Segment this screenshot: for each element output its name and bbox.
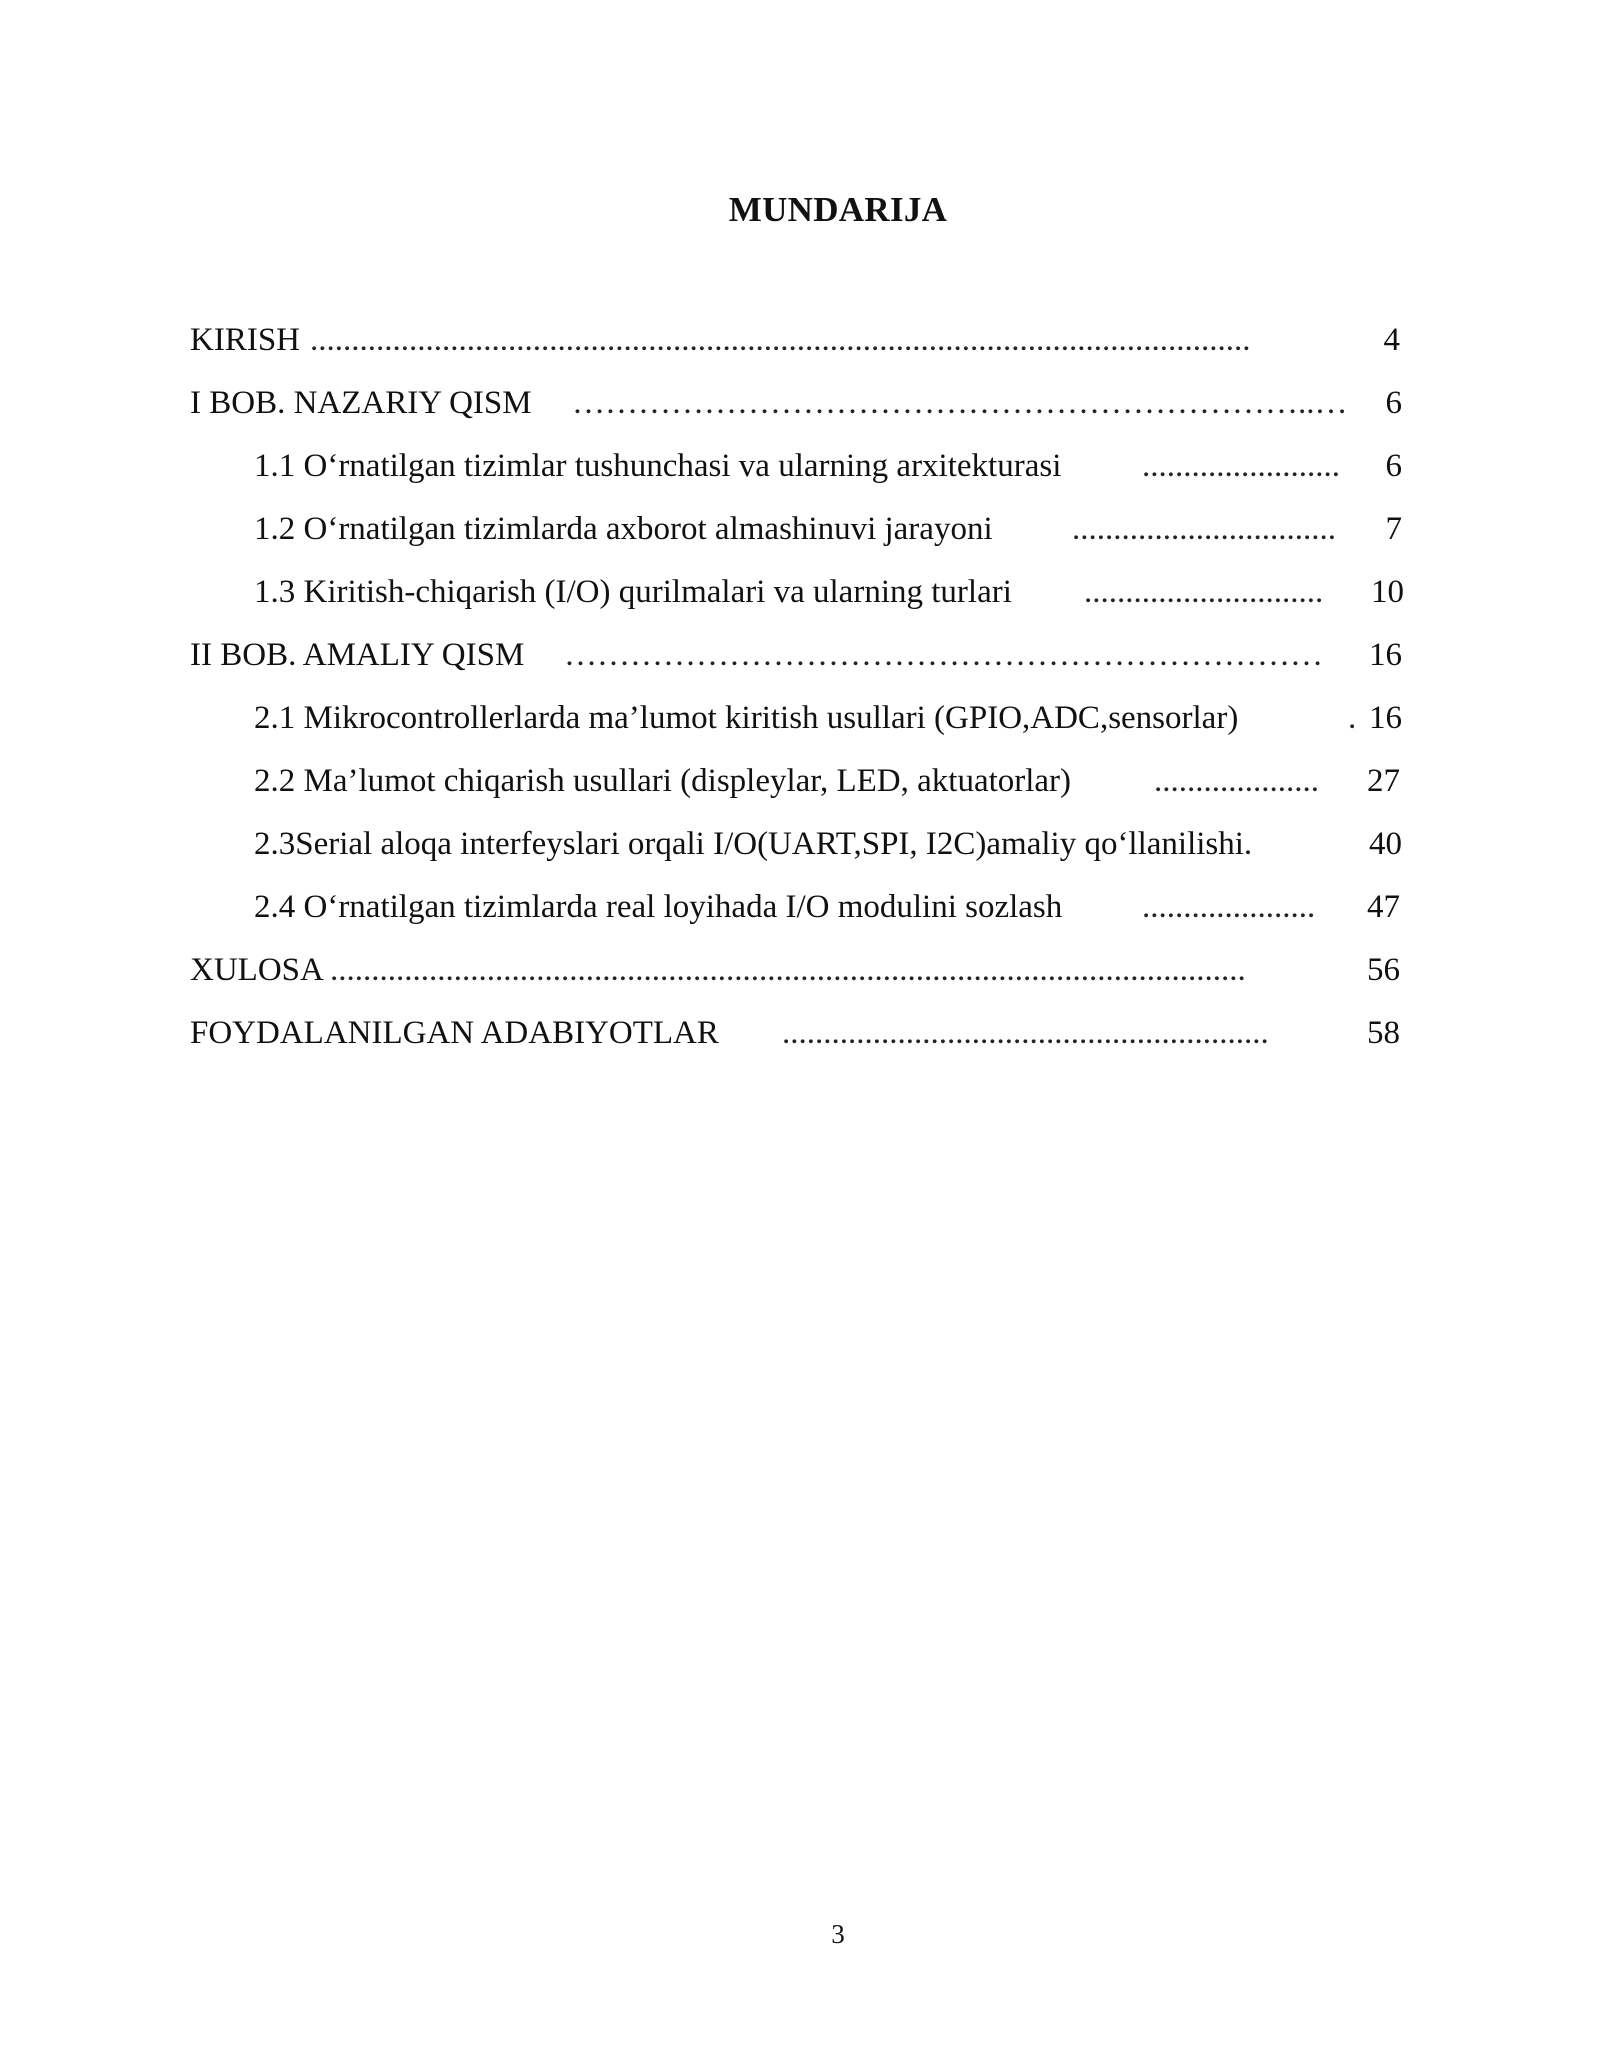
toc-entry-label: XULOSA — [190, 952, 324, 988]
toc-entry-page: 56 — [1367, 952, 1400, 988]
toc-entry-label: KIRISH — [190, 322, 301, 358]
toc-entry-leader: ............................. — [1084, 574, 1324, 610]
toc-entry-page: 6 — [1385, 385, 1402, 421]
toc-entry — [190, 1009, 1400, 1057]
toc-entry-leader: . — [1348, 700, 1357, 736]
toc-entry-leader: .................... — [1154, 763, 1319, 799]
toc-entry-page: 4 — [1383, 322, 1400, 358]
toc-entry — [254, 883, 1400, 931]
toc-entry-label: FOYDALANILGAN ADABIYOTLAR — [190, 1015, 719, 1051]
toc-entry-page: 16 — [1369, 700, 1402, 736]
toc-entry-label: II BOB. AMALIY QISM — [190, 637, 525, 673]
toc-entry — [254, 505, 1402, 553]
toc-entry-label: 1.1 O‘rnatilgan tizimlar tushunchasi va ularning arxitekturasi — [254, 448, 1062, 484]
toc-entry-leader: …………………………………………………………… — [564, 637, 1323, 673]
toc-entry-page: 58 — [1367, 1015, 1400, 1051]
toc-entry-leader: .................................................................................................................. — [310, 322, 1251, 358]
toc-entry — [254, 568, 1404, 616]
toc-entry-leader: ........................ — [1142, 448, 1340, 484]
toc-entry-leader: ..................... — [1142, 889, 1316, 925]
toc-entry-leader: ........................................................... — [782, 1015, 1269, 1051]
toc-entry — [190, 316, 1400, 364]
toc-entry-label: 2.3Serial aloqa interfeyslari orqali I/O(UART,SPI, I2C)amaliy qo‘llanilishi. — [254, 826, 1253, 862]
toc-entry-page: 47 — [1367, 889, 1400, 925]
toc-entry-page: 6 — [1385, 448, 1402, 484]
toc-entry-label: 1.3 Kiritish-chiqarish (I/O) qurilmalari va ularning turlari — [254, 574, 1012, 610]
toc-entry-label: 2.1 Mikrocontrollerlarda ma’lumot kiritish usullari (GPIO,ADC,sensorlar) — [254, 700, 1239, 736]
toc-entry-page: 10 — [1371, 574, 1404, 610]
toc-entry-page: 16 — [1369, 637, 1402, 673]
toc-entry — [190, 946, 1400, 994]
toc-entry-page: 7 — [1385, 511, 1402, 547]
toc-entry-leader: ............................................................................................................... — [330, 952, 1246, 988]
page-title: MUNDARIJA — [728, 190, 948, 229]
toc-entry-label: 2.2 Ma’lumot chiqarish usullari (displeylar, LED, aktuatorlar) — [254, 763, 1072, 799]
toc-entry — [254, 757, 1400, 805]
toc-entry-label: 1.2 O‘rnatilgan tizimlarda axborot almashinuvi jarayoni — [254, 511, 993, 547]
toc-entry — [254, 820, 1402, 868]
toc-entry-page: 27 — [1367, 763, 1400, 799]
toc-entry-leader: …………………………………………………………..… — [572, 385, 1348, 421]
toc-entry — [254, 694, 1402, 742]
toc-entry-label: I BOB. NAZARIY QISM — [190, 385, 532, 421]
page-number: 3 — [831, 1919, 845, 1949]
toc-entry — [190, 631, 1402, 679]
toc-entry-page: 40 — [1369, 826, 1402, 862]
toc-entry-label: 2.4 O‘rnatilgan tizimlarda real loyihada I/O modulini sozlash — [254, 889, 1063, 925]
toc-entry — [190, 379, 1402, 427]
toc-entry — [254, 442, 1402, 490]
toc-entry-leader: ................................ — [1072, 511, 1336, 547]
